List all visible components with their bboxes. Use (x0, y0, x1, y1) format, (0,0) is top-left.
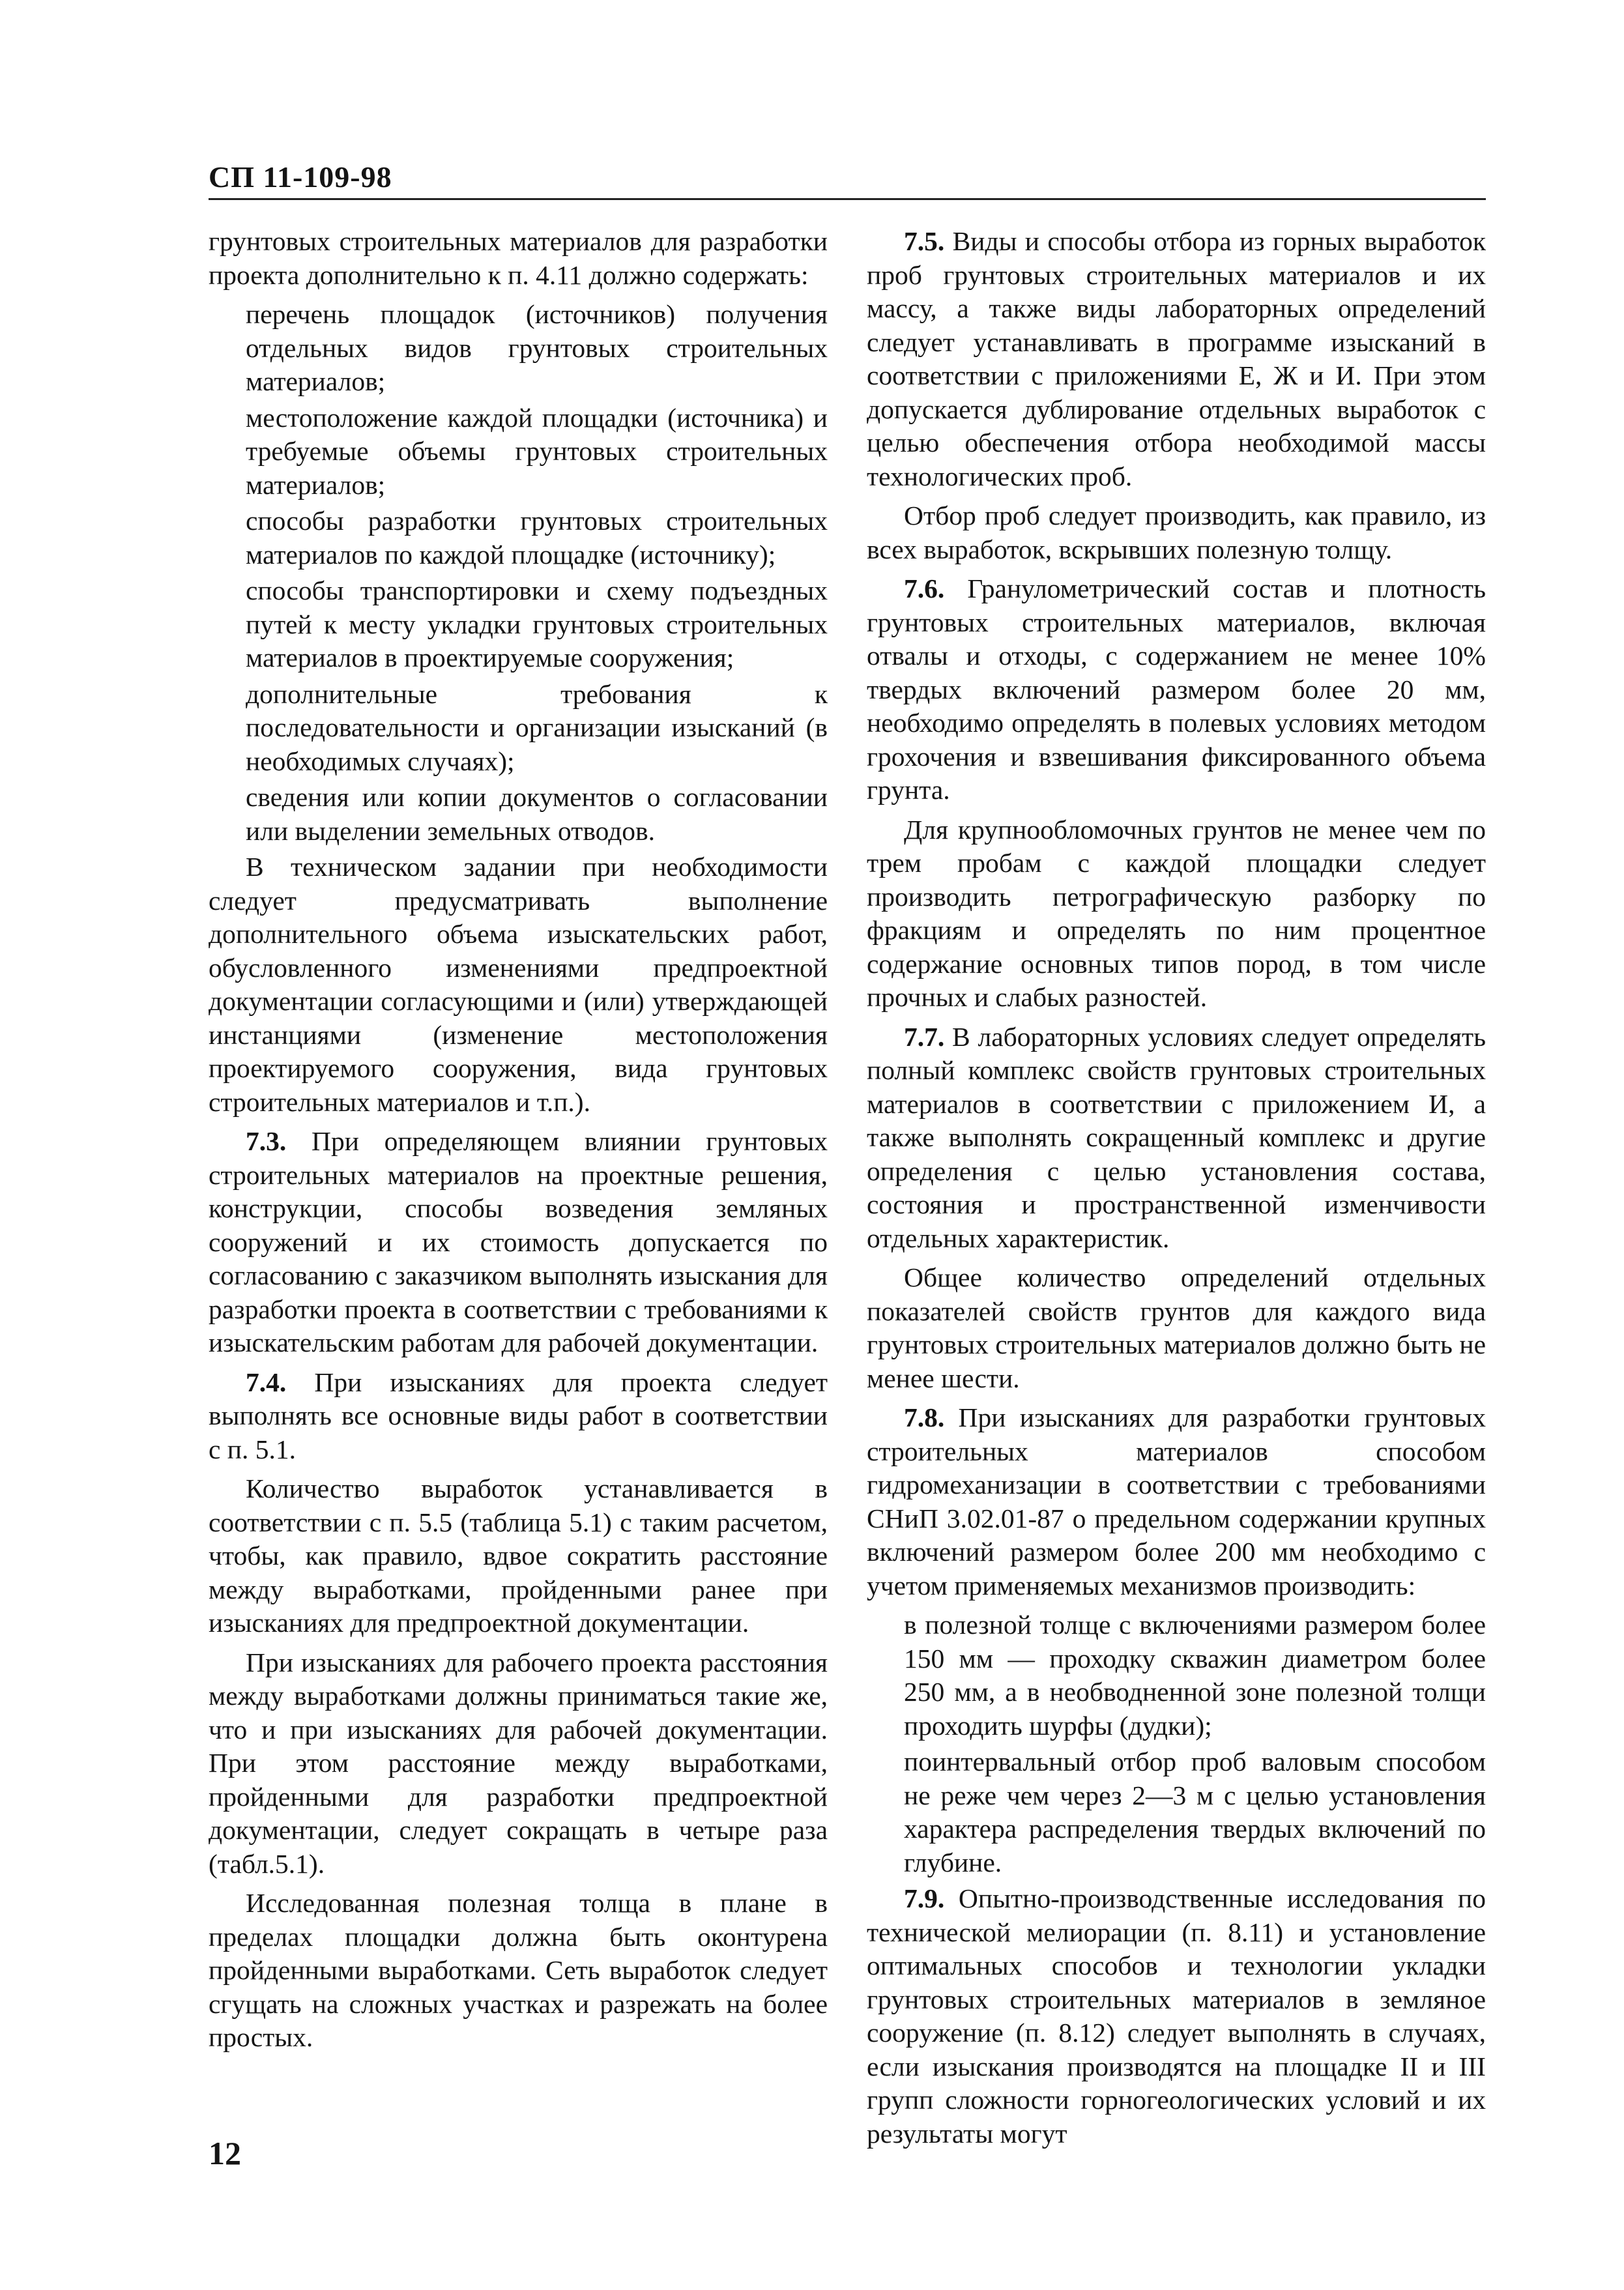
list-item: местоположение каждой площадки (источника) и требуемые объемы грунтовых строительных материалов; (246, 402, 828, 500)
section-7-4 (209, 1366, 828, 1467)
section-text: При изысканиях для разработки грунтовых строительных материалов способом гидромеханизации в соответствии с требованиями СНиП 3.02.01-87 о предельном содержании крупных включений размером более 200 мм необходимо с учетом применяемых механизмов производить: (867, 1402, 1486, 1601)
paragraph: В техническом задании при необходимости следует предусматривать выполнение дополнительного объема изыскательских работ, обусловленного изменениями предпроектной документации согласующими и (или) утверждающей инстанциями (изменение местоположения проектируемого сооружения, вида грунтовых строительных материалов и т.п.). (209, 852, 828, 1117)
list-item: сведения или копии документов о согласовании или выделении земельных отводов. (246, 782, 828, 846)
page-number: 12 (209, 2135, 241, 2171)
list-item: в полезной толще с включениями размером более 150 мм — проходку скважин диаметром более 250 мм, а в необводненной зоне полезной толщи проходить шурфы (дудки); (904, 1610, 1486, 1741)
section-number: 7.6. (904, 573, 945, 603)
section-text: Виды и способы отбора из горных выработок проб грунтовых строительных материалов и их массу, а также виды лабораторных определений следует устанавливать в программе изысканий в соответствии с приложениями Е, Ж и И. При этом допускается дублирование отдельных выработок с целью обеспечения отбора необходимой массы технологических проб. (867, 226, 1486, 491)
section-number: 7.8. (904, 1402, 945, 1432)
list-item: поинтервальный отбор проб валовым способом не реже чем через 2—3 м с целью установления характера распределения твердых включений по глубине. (904, 1746, 1486, 1877)
left-column (209, 225, 828, 2061)
right-column (867, 225, 1486, 2156)
list-item: способы транспортировки и схему подъездных путей к месту укладки грунтовых строительных материалов в проектируемые сооружения; (246, 575, 828, 673)
paragraph: Общее количество определений отдельных показателей свойств грунтов для каждого вида грунтовых строительных материалов должно быть не менее шести. (867, 1262, 1486, 1393)
section-number: 7.7. (904, 1021, 945, 1052)
list-item: дополнительные требования к последовательности и организации изысканий (в необходимых случаях); (246, 678, 828, 776)
section-number: 7.5. (904, 226, 945, 256)
list-item: перечень площадок (источников) получения отдельных видов грунтовых строительных материалов; (246, 299, 828, 396)
section-text: В лабораторных условиях следует определять полный комплекс свойств грунтовых строительных материалов в соответствии с приложением И, а также выполнять сокращенный комплекс и другие определения с целью установления состава, состояния и пространственной изменчивости отдельных характеристик. (867, 1021, 1486, 1253)
section-number: 7.9. (904, 1883, 945, 1913)
section-number: 7.4. (246, 1367, 287, 1397)
section-7-8 (867, 1401, 1486, 1602)
list-item: способы разработки грунтовых строительных материалов по каждой площадке (источнику); (246, 506, 828, 570)
paragraph: Для крупнообломочных грунтов не менее чем по трем пробам с каждой площадки следует производить петрографическую разборку по фракциям и определять по ним процентное содержание основных типов пород, в том числе прочных и слабых разностей. (867, 814, 1486, 1012)
section-7-3 (209, 1125, 828, 1360)
section-text: Гранулометрический состав и плотность грунтовых строительных материалов, включая отвалы и отходы, с содержанием не менее 10% твердых включений размером более 20 мм, необходимо определять в полевых условиях методом грохочения и взвешивания фиксированного объема грунта. (867, 573, 1486, 805)
section-text: Опытно-производственные исследования по технической мелиорации (п. 8.11) и установление оптимальных способов и технологии укладки грунтовых строительных материалов в земляное сооружение (п. 8.12) следует выполнять в случаях, если изыскания производятся на площадке II и III групп сложности горногеологических условий и их результаты могут (867, 1883, 1486, 2149)
paragraph: грунтовых строительных материалов для разработки проекта дополнительно к п. 4.11 должно содержать: (209, 226, 828, 290)
running-header (209, 160, 1486, 200)
section-7-5 (867, 225, 1486, 493)
paragraph: Отбор проб следует производить, как правило, из всех выработок, вскрывших полезную толщу. (867, 500, 1486, 564)
document-code: СП 11-109-98 (209, 160, 392, 194)
section-number: 7.3. (246, 1126, 287, 1156)
paragraph: Исследованная полезная толща в плане в пределах площадки должна быть оконтурена пройденными выработками. Сеть выработок следует сгущать на сложных участках и разрежать на более простых. (209, 1888, 828, 2052)
section-text: При изысканиях для проекта следует выполнять все основные виды работ в соответствии с п. 5.1. (209, 1367, 828, 1464)
paragraph: При изысканиях для рабочего проекта расстояния между выработками должны приниматься такие же, что и при изысканиях для рабочей документации. При этом расстояние между выработками, пройденными для разработки предпроектной документации, следует сокращать в четыре раза (табл.5.1). (209, 1647, 828, 1879)
section-7-6 (867, 572, 1486, 807)
section-7-9 (867, 1882, 1486, 2151)
paragraph: Количество выработок устанавливается в соответствии с п. 5.5 (таблица 5.1) с таким расчетом, чтобы, как правило, вдвое сократить расстояние между выработками, пройденными ранее при изысканиях для предпроектной документации. (209, 1473, 828, 1638)
section-text: При определяющем влиянии грунтовых строительных материалов на проектные решения, конструкции, способы возведения земляных сооружений и их стоимость допускается по согласованию с заказчиком выполнять изыскания для разработки проекта в соответствии с требованиями к изыскательским работам для рабочей документации. (209, 1126, 828, 1357)
section-7-7 (867, 1021, 1486, 1256)
